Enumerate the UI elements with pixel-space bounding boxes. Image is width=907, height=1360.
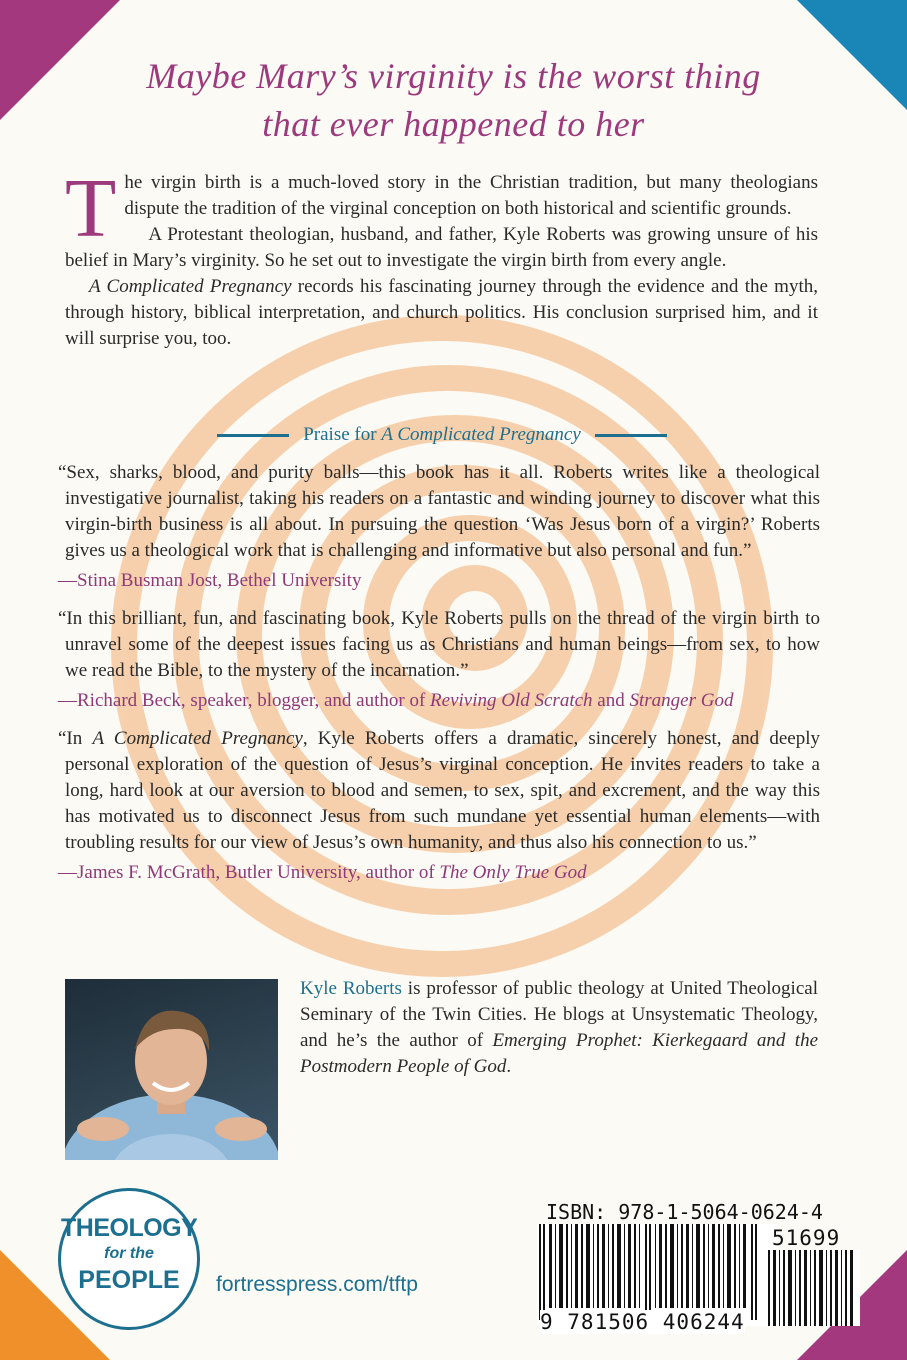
- intro-paragraph-3: A Complicated Pregnancy records his fascinating journey through the evidence and the myth, through history, biblical interpretation, and church politics. His conclusion surprised him, and it will surprise you, too.: [65, 276, 818, 349]
- endorsement-attribution: —Richard Beck, speaker, blogger, and author of Reviving Old Scratch and Stranger God: [58, 690, 734, 711]
- author-portrait-illustration: [65, 979, 278, 1160]
- endorsement-attribution: —Stina Busman Jost, Bethel University: [58, 570, 362, 591]
- praise-heading: Praise for A Complicated Pregnancy: [187, 424, 697, 446]
- author-book-title: Emerging Prophet: Kierkegaard and the Postmodern People of God: [300, 1030, 818, 1077]
- intro-text: [65, 162, 818, 352]
- endorsements: [58, 460, 820, 898]
- addon-barcode: [764, 1250, 860, 1326]
- intro-paragraph-1: The virgin birth is a much-loved story in the Christian tradition, but many theologians dispute the tradition of the virginal conception on both historical and scientific grounds.: [65, 162, 818, 255]
- book-title: A Complicated Pregnancy: [89, 276, 292, 297]
- endorsement-3: [58, 726, 820, 886]
- headline-line-1: Maybe Mary’s virginity is the worst thing: [146, 56, 761, 96]
- endorsement-1: [58, 460, 820, 594]
- author-name: Kyle Roberts: [300, 978, 402, 999]
- endorsement-text: “In this brilliant, fun, and fascinating book, Kyle Roberts pulls on the thread of the virgin birth to unravel some of the deepest issues facing us as Christians and human beings—from sex, to how we read the Bible, to the mystery of the incarnation.”: [58, 608, 820, 681]
- theology-for-the-people-logo: THEOLOGY for the PEOPLE: [58, 1188, 200, 1330]
- drop-cap: T: [65, 162, 117, 255]
- intro-paragraph-2: A Protestant theologian, husband, and father, Kyle Roberts was growing unsure of his belief in Mary’s virginity. So he set out to investigate the virgin birth from every angle.: [65, 224, 818, 271]
- headline: [60, 52, 847, 148]
- barcode-addon-digits: 51699: [772, 1226, 841, 1250]
- headline-line-2: that ever happened to her: [262, 104, 645, 144]
- barcode-ean-digits: 9 781506 406244: [540, 1310, 745, 1334]
- isbn-label: ISBN: 978-1-5064-0624-4: [546, 1200, 823, 1224]
- series-url: fortresspress.com/tftp: [216, 1273, 418, 1296]
- author-photo: [65, 979, 278, 1160]
- addon-barcode-bars: [764, 1250, 860, 1326]
- endorsement-text: “Sex, sharks, blood, and purity balls—this book has it all. Roberts writes like a theological investigative journalist, taking his readers on a fantastic and winding journey to discover what this virgin-birth business is all about. In pursuing the question ‘Was Jesus born of a virgin?’ Roberts gives us a theological work that is challenging and informative but also personal and fun.”: [58, 462, 820, 561]
- author-bio: Kyle Roberts is professor of public theology at United Theological Seminary of the Twin Cities. He blogs at Unsystematic Theology, and he’s the author of Emerging Prophet: Kierkegaard and the Postmodern People of God.: [300, 978, 818, 1077]
- praise-rule-right: [595, 434, 667, 437]
- endorsement-attribution: —James F. McGrath, Butler University, author of The Only True God: [58, 862, 587, 883]
- praise-rule-left: [217, 434, 289, 437]
- endorsement-text: “In A Complicated Pregnancy, Kyle Roberts offers a dramatic, sincerely honest, and deeply personal exploration of the question of Jesus’s virginal conception. He invites readers to take a long, hard look at our aversion to blood and semen, to sex, spit, and excrement, and the way this has motivated us to disconnect Jesus from such mundane yet essential human elements—with troubling results for our view of Jesus’s own humanity, and thus also his connection to us.”: [58, 728, 820, 853]
- endorsement-2: [58, 606, 820, 714]
